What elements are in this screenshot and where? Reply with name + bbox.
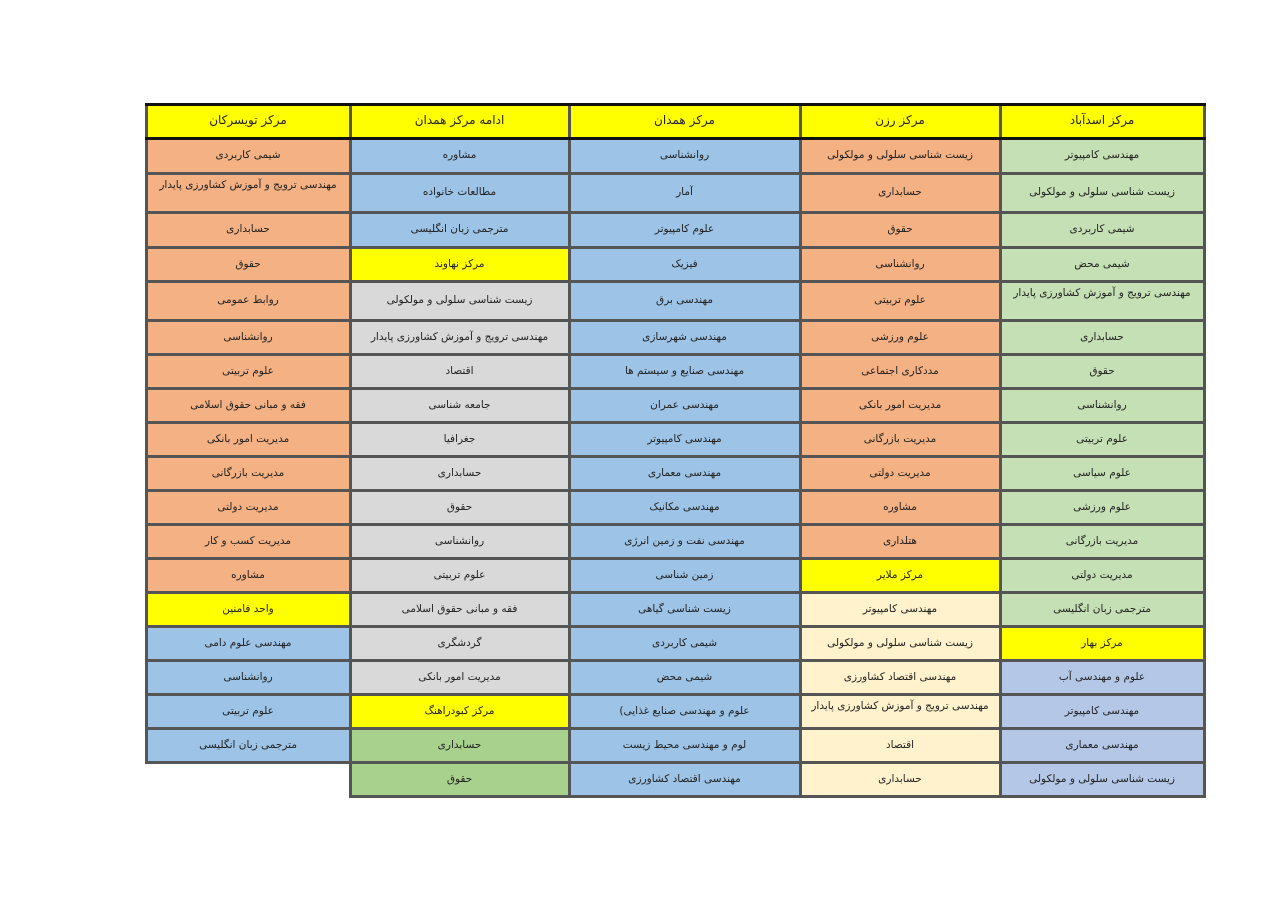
grid-line (349, 761, 571, 764)
table-cell-hamedan: زمین شناسی (571, 560, 799, 591)
column-header-hamedan-cont: ادامه مرکز همدان (352, 106, 568, 137)
table-cell-hamedan-cont: اقتصاد (352, 356, 568, 387)
table-cell-asadabad: روانشناسی (1002, 390, 1203, 421)
grid-line (145, 172, 352, 175)
grid-line (999, 693, 1206, 696)
grid-line (999, 353, 1206, 356)
grid-line (145, 523, 352, 526)
grid-line (568, 280, 802, 283)
table-cell-hamedan: آمار (571, 175, 799, 211)
grid-line (568, 761, 802, 764)
table-cell-asadabad: زیست شناسی سلولی و مولکولی (1002, 175, 1203, 211)
table-cell-hamedan: شیمی کاربردی (571, 628, 799, 659)
table-cell-hamedan: لوم و مهندسی محیط زیست (571, 730, 799, 761)
grid-line (349, 103, 571, 106)
grid-line (999, 659, 1206, 662)
table-cell-hamedan: زیست شناسی گیاهی (571, 594, 799, 625)
table-cell-asadabad: شیمی محض (1002, 249, 1203, 280)
grid-line (799, 625, 1002, 628)
table-cell-razan: زیست شناسی سلولی و مولکولی (802, 140, 999, 172)
grid-line (999, 591, 1206, 594)
grid-line (349, 387, 571, 390)
table-cell-hamedan-cont: مرکز کبودراهنگ (352, 696, 568, 727)
grid-line (799, 489, 1002, 492)
table-cell-asadabad: مدیریت دولتی (1002, 560, 1203, 591)
table-cell-razan: مشاوره (802, 492, 999, 523)
table-cell-hamedan: علوم کامپیوتر (571, 214, 799, 246)
table-cell-tuyserkan: مهندسی علوم دامی (148, 628, 349, 659)
table-cell-razan: حسابداری (802, 764, 999, 795)
grid-line (568, 523, 802, 526)
table-cell-tuyserkan: علوم تربیتی (148, 696, 349, 727)
grid-line (568, 795, 802, 798)
grid-line (799, 591, 1002, 594)
table-cell-asadabad: علوم و مهندسی آب (1002, 662, 1203, 693)
grid-line (999, 795, 1206, 798)
table-cell-hamedan-cont: جغرافیا (352, 424, 568, 455)
grid-line (349, 421, 571, 424)
table-cell-hamedan-cont: علوم تربیتی (352, 560, 568, 591)
table-cell-asadabad: علوم ورزشی (1002, 492, 1203, 523)
grid-line (568, 557, 802, 560)
grid-line (145, 659, 352, 662)
grid-line (145, 455, 352, 458)
column-header-asadabad: مرکز اسدآباد (1002, 106, 1203, 137)
table-cell-razan: اقتصاد (802, 730, 999, 761)
grid-line (568, 387, 802, 390)
table-cell-hamedan: علوم و مهندسی صنایع غذایی) (571, 696, 799, 727)
table-cell-razan: مهندسی اقتصاد کشاورزی (802, 662, 999, 693)
grid-line (999, 557, 1206, 560)
grid-line (999, 625, 1206, 628)
table-cell-asadabad: حسابداری (1002, 322, 1203, 353)
grid-line (145, 319, 352, 322)
table-cell-tuyserkan: مهندسی ترویج و آموزش کشاورزی پایدار (148, 175, 349, 211)
table-cell-tuyserkan: مدیریت بازرگانی (148, 458, 349, 489)
table-cell-tuyserkan: مدیریت امور بانکی (148, 424, 349, 455)
table-cell-hamedan: مهندسی صنایع و سیستم ها (571, 356, 799, 387)
table-cell-hamedan-cont: حسابداری (352, 730, 568, 761)
table-cell-hamedan-cont: حقوق (352, 492, 568, 523)
grid-line (799, 211, 1002, 214)
table-cell-hamedan-cont: جامعه شناسی (352, 390, 568, 421)
grid-line (568, 727, 802, 730)
grid-line (568, 211, 802, 214)
grid-line (349, 625, 571, 628)
grid-line (799, 387, 1002, 390)
table-cell-tuyserkan: مدیریت دولتی (148, 492, 349, 523)
grid-line (999, 455, 1206, 458)
grid-line (349, 319, 571, 322)
table-cell-hamedan-cont: مطالعات خانواده (352, 175, 568, 211)
grid-line (349, 353, 571, 356)
grid-line (999, 246, 1206, 249)
table-cell-razan: مهندسی کامپیوتر (802, 594, 999, 625)
table-cell-hamedan-cont: گردشگری (352, 628, 568, 659)
table-cell-tuyserkan: واحد فامنین (148, 594, 349, 625)
grid-line (999, 387, 1206, 390)
table-cell-hamedan-cont: مشاوره (352, 140, 568, 172)
grid-line (999, 137, 1206, 140)
grid-line (799, 795, 1002, 798)
table-cell-razan: مددکاری اجتماعی (802, 356, 999, 387)
table-cell-hamedan-cont: حقوق (352, 764, 568, 795)
grid-line (349, 489, 571, 492)
grid-line (568, 625, 802, 628)
grid-line (349, 523, 571, 526)
table-cell-hamedan-cont: فقه و مبانی حقوق اسلامی (352, 594, 568, 625)
grid-line (568, 103, 802, 106)
grid-line (799, 421, 1002, 424)
table-cell-hamedan: مهندسی شهرسازی (571, 322, 799, 353)
table-cell-hamedan-cont: زیست شناسی سلولی و مولکولی (352, 283, 568, 319)
grid-line (145, 104, 148, 763)
table-cell-hamedan-cont: مدیریت امور بانکی (352, 662, 568, 693)
column-header-hamedan: مرکز همدان (571, 106, 799, 137)
table-cell-asadabad: مرکز بهار (1002, 628, 1203, 659)
grid-line (999, 319, 1206, 322)
table-cell-asadabad: مترجمی زبان انگلیسی (1002, 594, 1203, 625)
table-cell-hamedan: مهندسی معماری (571, 458, 799, 489)
grid-line (799, 659, 1002, 662)
grid-line (799, 727, 1002, 730)
table-cell-tuyserkan: علوم تربیتی (148, 356, 349, 387)
grid-line (349, 591, 571, 594)
table-cell-hamedan-cont: حسابداری (352, 458, 568, 489)
table-cell-tuyserkan: شیمی کاربردی (148, 140, 349, 172)
grid-line (999, 103, 1206, 106)
grid-line (145, 211, 352, 214)
table-cell-razan: هتلداری (802, 526, 999, 557)
table-cell-hamedan: مهندسی مکانیک (571, 492, 799, 523)
grid-line (349, 246, 571, 249)
table-cell-tuyserkan: حقوق (148, 249, 349, 280)
grid-line (568, 693, 802, 696)
grid-line (999, 211, 1206, 214)
grid-line (145, 557, 352, 560)
grid-line (999, 280, 1206, 283)
table-cell-asadabad: حقوق (1002, 356, 1203, 387)
table-cell-hamedan-cont: مترجمی زبان انگلیسی (352, 214, 568, 246)
grid-line (568, 455, 802, 458)
grid-line (568, 137, 802, 140)
table-cell-razan: حقوق (802, 214, 999, 246)
table-cell-hamedan-cont: مهندسی ترویج و آموزش کشاورزی پایدار (352, 322, 568, 353)
grid-line (568, 659, 802, 662)
grid-line (799, 353, 1002, 356)
table-cell-asadabad: شیمی کاربردی (1002, 214, 1203, 246)
table-cell-razan: مدیریت بازرگانی (802, 424, 999, 455)
column-header-tuyserkan: مرکز تویسرکان (148, 106, 349, 137)
table-cell-asadabad: مهندسی کامپیوتر (1002, 696, 1203, 727)
grid-line (568, 489, 802, 492)
grid-line (568, 591, 802, 594)
table-cell-razan: مدیریت امور بانکی (802, 390, 999, 421)
table-cell-razan: زیست شناسی سلولی و مولکولی (802, 628, 999, 659)
table-cell-asadabad: علوم تربیتی (1002, 424, 1203, 455)
table-cell-tuyserkan: روانشناسی (148, 322, 349, 353)
grid-line (999, 421, 1206, 424)
grid-line (799, 693, 1002, 696)
grid-line (349, 455, 571, 458)
grid-line (999, 489, 1206, 492)
grid-line (349, 137, 571, 140)
table-cell-razan: حسابداری (802, 175, 999, 211)
table-cell-hamedan: مهندسی اقتصاد کشاورزی (571, 764, 799, 795)
table-cell-tuyserkan: مترجمی زبان انگلیسی (148, 730, 349, 761)
table-cell-hamedan: مهندسی برق (571, 283, 799, 319)
table-cell-razan: مدیریت دولتی (802, 458, 999, 489)
grid-line (568, 421, 802, 424)
table-cell-tuyserkan: مدیریت کسب و کار (148, 526, 349, 557)
grid-line (999, 727, 1206, 730)
grid-line (999, 523, 1206, 526)
grid-line (568, 319, 802, 322)
grid-line (349, 727, 571, 730)
grid-line (145, 489, 352, 492)
table-cell-razan: مهندسی ترویج و آموزش کشاورزی پایدار (802, 696, 999, 727)
grid-line (799, 137, 1002, 140)
table-cell-asadabad: مدیریت بازرگانی (1002, 526, 1203, 557)
grid-line (799, 103, 1002, 106)
table-cell-tuyserkan: مشاوره (148, 560, 349, 591)
grid-line (999, 761, 1206, 764)
table-cell-hamedan: شیمی محض (571, 662, 799, 693)
grid-line (145, 727, 352, 730)
grid-line (799, 319, 1002, 322)
table-cell-asadabad: مهندسی کامپیوتر (1002, 140, 1203, 172)
grid-line (145, 280, 352, 283)
column-header-razan: مرکز رزن (802, 106, 999, 137)
table-cell-hamedan: مهندسی عمران (571, 390, 799, 421)
grid-line (145, 387, 352, 390)
grid-line (349, 693, 571, 696)
grid-line (349, 211, 571, 214)
table-cell-asadabad: مهندسی ترویج و آموزش کشاورزی پایدار (1002, 283, 1203, 319)
grid-line (145, 693, 352, 696)
grid-line (145, 591, 352, 594)
grid-line (799, 761, 1002, 764)
table-cell-hamedan-cont: مرکز نهاوند (352, 249, 568, 280)
table-cell-hamedan: فیزیک (571, 249, 799, 280)
grid-line (568, 353, 802, 356)
grid-line (349, 795, 571, 798)
grid-line (799, 246, 1002, 249)
table-cell-hamedan: روانشناسی (571, 140, 799, 172)
grid-line (349, 557, 571, 560)
table-cell-asadabad: مهندسی معماری (1002, 730, 1203, 761)
table-cell-asadabad: علوم سیاسی (1002, 458, 1203, 489)
grid-line (349, 280, 571, 283)
table-cell-tuyserkan: فقه و مبانی حقوق اسلامی (148, 390, 349, 421)
table-cell-hamedan: مهندسی کامپیوتر (571, 424, 799, 455)
grid-line (568, 172, 802, 175)
table-cell-tuyserkan: حسابداری (148, 214, 349, 246)
table-cell-hamedan-cont: روانشناسی (352, 526, 568, 557)
grid-line (145, 137, 352, 140)
grid-line (799, 172, 1002, 175)
table-cell-razan: علوم ورزشی (802, 322, 999, 353)
grid-line (349, 659, 571, 662)
table-cell-tuyserkan: روانشناسی (148, 662, 349, 693)
grid-line (145, 421, 352, 424)
grid-line (999, 172, 1206, 175)
grid-line (349, 172, 571, 175)
table-cell-hamedan: مهندسی نفت و زمین انرژی (571, 526, 799, 557)
grid-line (799, 523, 1002, 526)
grid-line (799, 280, 1002, 283)
grid-line (145, 625, 352, 628)
grid-line (145, 761, 352, 764)
table-cell-asadabad: زیست شناسی سلولی و مولکولی (1002, 764, 1203, 795)
grid-line (799, 557, 1002, 560)
grid-line (145, 103, 352, 106)
table-cell-tuyserkan: روابط عمومی (148, 283, 349, 319)
table-cell-razan: مرکز ملایر (802, 560, 999, 591)
grid-line (145, 246, 352, 249)
table-cell-razan: علوم تربیتی (802, 283, 999, 319)
grid-line (568, 246, 802, 249)
grid-line (145, 353, 352, 356)
grid-line (799, 455, 1002, 458)
table-cell-razan: روانشناسی (802, 249, 999, 280)
